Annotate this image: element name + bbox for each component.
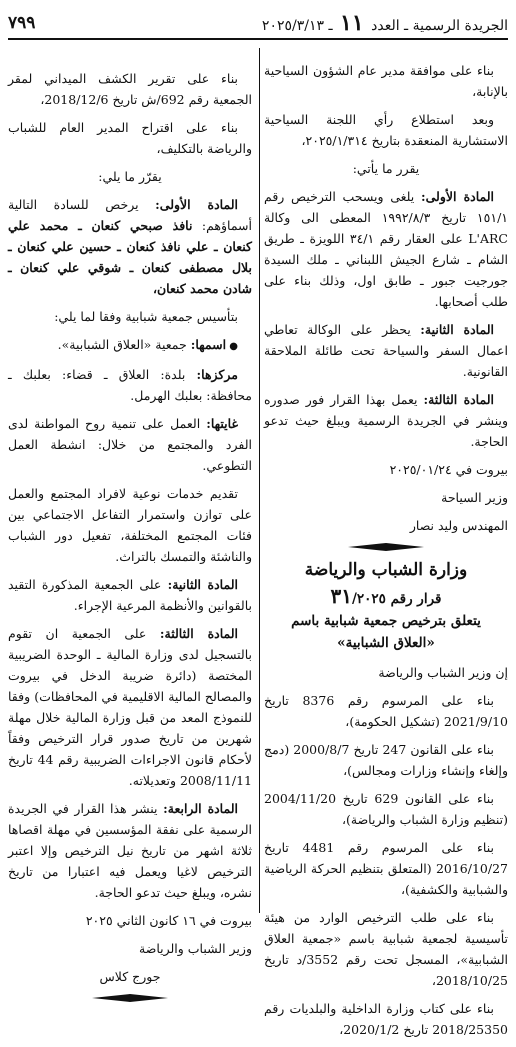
article-label: المادة الأولى: [421, 189, 495, 204]
field-label: اسمها: [190, 337, 227, 352]
decision-subject: يتعلق بترخيص جمعية شبابية باسم [291, 613, 481, 629]
decision-number [264, 585, 508, 610]
minister-title: وزير السياحة [441, 490, 508, 505]
paragraph: بناء على موافقة مدير عام الشؤون السياحية بالإنابة، [264, 63, 508, 99]
article-3 [8, 623, 252, 791]
field-label: مركزها: [196, 367, 238, 382]
decision-year: /٢٠٢٥ [352, 591, 386, 607]
section-divider-ornament [386, 543, 424, 551]
field-label: غايتها: [206, 416, 238, 431]
article-purpose: بتأسيس جمعية شبابية وفقا لما يلي: [54, 309, 238, 324]
recital: بناء على المرسوم رقم 8376 تاريخ 2021/9/10 (تشكيل الحكومة)، [264, 693, 508, 729]
article-label: المادة الأولى: [155, 197, 238, 212]
article-1 [264, 186, 508, 312]
issue-number: ١١ [340, 10, 364, 36]
article-text: على الجمعية المذكورة التقيد بالقوانين والأنظمة المرعية الإجراء. [8, 577, 252, 613]
decision-label: قرار رقم [390, 591, 442, 607]
field-value: جمعية «العلاق الشبابية». [57, 337, 187, 352]
ministry-heading: وزارة الشباب والرياضة [304, 560, 468, 580]
gazette-name: الجريدة الرسمية ـ العدد [371, 18, 508, 34]
article-text: يرخص للسادة التالية أسماؤهم: [8, 197, 252, 233]
minister-title: وزير الشباب والرياضة [139, 941, 252, 956]
article-text: يلغى ويسحب الترخيص رقم ١٥١/١ تاريخ ١٩٩٢/٨/٣ المعطى الى وكالة L'ARC على العقار رقم ٣٤/١ اللويزة ـ طريق الشام ـ شارع الجيش اللبناني ـ ملك السيدة جورجيت جبور ـ طابق اول، وذلك بناء على طلب أصحابها. [264, 189, 508, 309]
article-4 [8, 798, 252, 903]
recital: بناء على طلب الترخيص الوارد من هيئة تأسيسية لجمعية شبابية باسم «جمعية العلاق الشبابية»، المسجل تحت رقم 3552/د تاريخ 2018/10/25، [264, 910, 508, 988]
article-text: ينشر هذا القرار في الجريدة الرسمية على نفقة المؤسسين في مهلة اقصاها ثلاثة اشهر من تاريخ نيل الترخيص وإلا اعتبر الترخيص لاغيا ويعمل فيه اعتبارا من تاريخ نشره، ويبلغ حيث تدعو الحاجة. [8, 801, 252, 900]
gazette-title [262, 10, 508, 36]
association-hq [8, 364, 252, 406]
preamble: إن وزير الشباب والرياضة [378, 665, 508, 680]
recital: بناء على القانون 247 تاريخ 2000/8/7 (دمج وإلغاء وإنشاء وزارات ومجالس)، [264, 742, 508, 778]
place-date: بيروت في ١٦ كانون الثاني ٢٠٢٥ [85, 913, 252, 928]
minister-name: المهندس وليد نصار [409, 518, 508, 533]
article-1 [8, 194, 252, 299]
article-label: المادة الثالثة: [423, 392, 494, 407]
article-label: المادة الرابعة: [163, 801, 239, 816]
article-label: المادة الثانية: [420, 322, 494, 337]
left-column [8, 68, 252, 1011]
article-text: يحظر على الوكالة تعاطي اعمال السفر والسياحة تحت طائلة الملاحقة القانونية. [264, 322, 508, 379]
minister-name: جورج كلاس [99, 969, 161, 984]
article-label: المادة الثانية: [167, 577, 238, 592]
field-value: بلدة: العلاق ـ قضاء: بعلبك ـ محافظة: بعلبك الهرمل. [8, 367, 252, 403]
article-label: المادة الثالثة: [159, 626, 239, 641]
decision-num: ٣١ [330, 584, 352, 608]
article-2 [264, 319, 508, 382]
decision-name: «العلاق الشبابية» [337, 635, 435, 651]
page-header [8, 8, 508, 40]
paragraph: بناء على اقتراح المدير العام للشباب والرياضة بالتكليف، [8, 120, 252, 156]
founders-names: نافذ صبحي كنعان ـ محمد علي كنعان ـ علي نافذ كنعان ـ حسين علي كنعان ـ بلال مصطفى كنعان ـ شوقي علي كنعان ـ شادن محمد كنعان، [8, 218, 252, 296]
paragraph: بناء على تقرير الكشف الميداني لمقر الجمعية رقم 692/ش تاريخ 2018/12/6، [8, 71, 252, 107]
column-divider [259, 48, 260, 913]
issue-date: ـ ٢٠٢٥/٣/١٣ [261, 18, 333, 34]
page-number: ٧٩٩ [8, 13, 36, 33]
section-divider-ornament [130, 994, 168, 1002]
association-goal [8, 413, 252, 476]
recital: بناء على المرسوم رقم 4481 تاريخ 2016/10/27 (المتعلق بتنظيم الحركة الرياضية والشبابية والكشفية)، [264, 840, 508, 897]
right-column [264, 60, 508, 1047]
article-text: يعمل بهذا القرار فور صدوره وينشر في الجريدة الرسمية ويبلغ حيث تدعو الحاجة. [264, 392, 508, 449]
article-text: على الجمعية ان تقوم بالتسجيل لدى وزارة المالية ـ الوحدة الضريبية المختصة (دائرة ضريبة الدخل في بيروت والمصالح المالية الاقليمية في المحافظات) وفقا للنموذج المعد من قبل وزارة المالية خلال مهلة شهرين من تاريخ صدور قرار الترخيص وفقاً لأحكام قانون الاجراءات الضريبية رقم 44 تاريخ 2008/11/11 وتعديلاته. [8, 626, 252, 788]
place-date: بيروت في ٢٠٢٥/٠١/٢٤ [389, 462, 508, 477]
association-name [8, 334, 252, 357]
recital: بناء على كتاب وزارة الداخلية والبلديات رقم 2018/25350 تاريخ 2020/1/2، [264, 1001, 508, 1037]
article-3 [264, 389, 508, 452]
recital: بناء على القانون 629 تاريخ 2004/11/20 (تنظيم وزارة الشباب والرياضة)، [264, 791, 508, 827]
paragraph: وبعد استطلاع رأي اللجنة السياحية الاستشارية المنعقدة بتاريخ ٢٠٢٥/١/٣١٤، [264, 112, 508, 148]
field-value: العمل على تنمية روح المواطنة لدى الفرد والمجتمع من خلال: انشطة العمل التطوعي. [8, 416, 252, 473]
article-2 [8, 574, 252, 616]
goal-details: تقديم خدمات نوعية لافراد المجتمع والعمل على توازن واستمرار التفاعل الاجتماعي بين فئات المجتمع المختلفة، تفعيل دور الشباب والناشئة والتمسك بالتراث. [8, 486, 252, 564]
decides-heading: يقرّر ما يلي: [98, 169, 162, 184]
decides-heading: يقرر ما يأتي: [352, 161, 420, 176]
